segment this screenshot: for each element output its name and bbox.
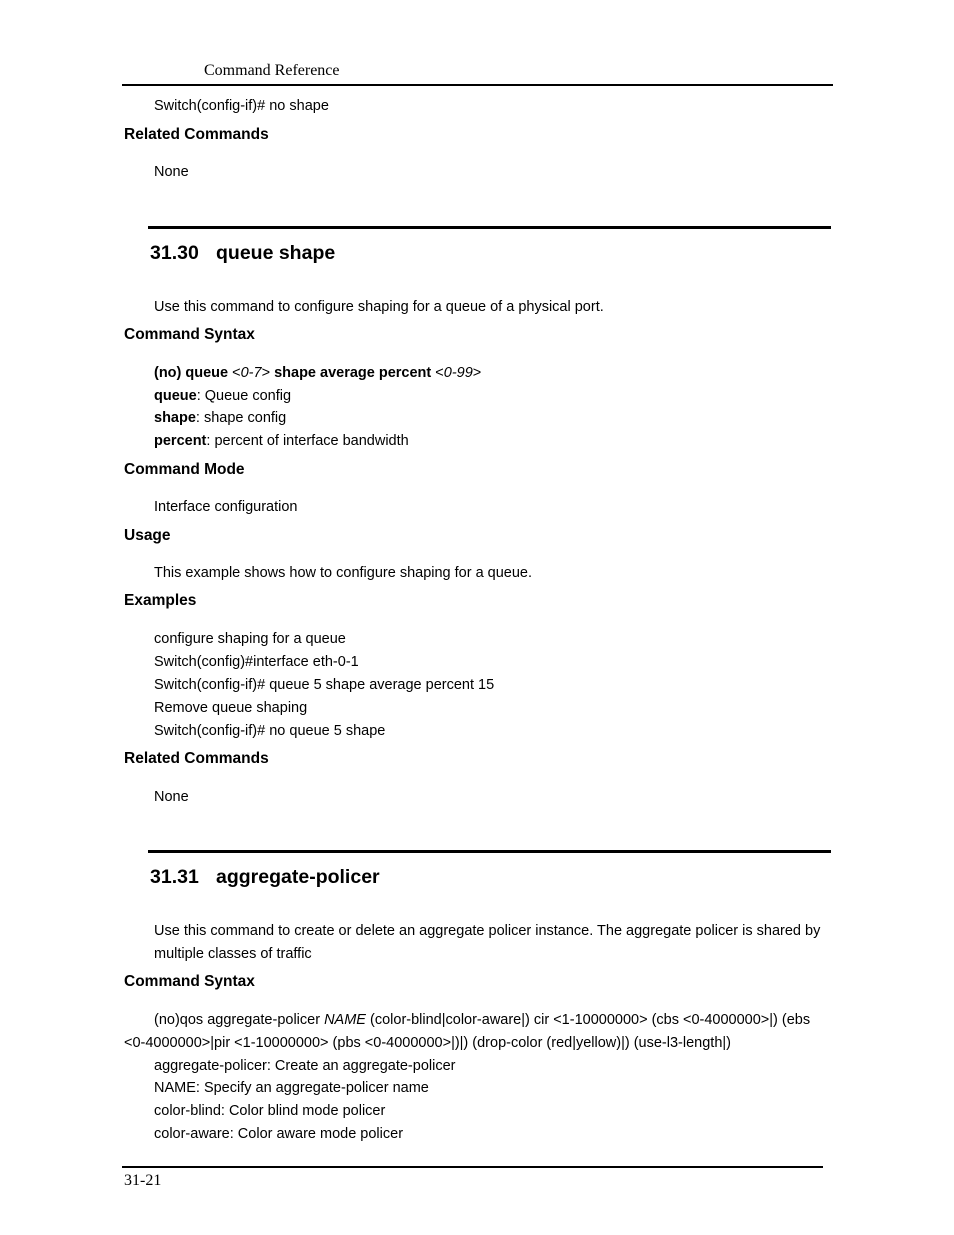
- param-key: percent: [154, 433, 207, 449]
- syntax-bracket: >: [261, 365, 275, 381]
- syntax-arg: 0-99: [443, 365, 473, 381]
- command-mode-heading: Command Mode: [124, 461, 245, 478]
- command-syntax-heading: Command Syntax: [124, 326, 255, 343]
- param-line: color-aware: Color aware mode policer: [154, 1126, 404, 1142]
- related-commands-value: None: [154, 164, 189, 180]
- syntax-keyword: (no) queue: [154, 365, 229, 381]
- example-line: Switch(config)#interface eth-0-1: [154, 654, 359, 670]
- param-line: aggregate-policer: Create an aggregate-policer: [154, 1058, 456, 1074]
- param-desc: : shape config: [195, 410, 287, 426]
- param-desc: : Queue config: [196, 388, 292, 404]
- param-key: shape: [154, 410, 196, 426]
- syntax-bracket: <: [431, 365, 444, 381]
- section-description: Use this command to create or delete an aggregate policer instance. The aggregate policer is shared by: [154, 923, 821, 939]
- command-syntax-line: [154, 363, 481, 383]
- section-rule: [148, 226, 831, 229]
- syntax-bracket: >: [472, 365, 482, 381]
- syntax-arg: NAME: [324, 1012, 366, 1028]
- syntax-bracket: <: [228, 365, 241, 381]
- page-number: 31-21: [124, 1172, 162, 1189]
- syntax-text: (color-blind|color-aware|) cir <1-10000000> (cbs <0-4000000>|) (ebs: [365, 1012, 811, 1028]
- example-line: Remove queue shaping: [154, 700, 308, 716]
- usage-heading: Usage: [124, 527, 171, 544]
- section-title-aggregate-policer: [150, 866, 380, 889]
- related-commands-heading: Related Commands: [124, 126, 269, 143]
- running-header: Command Reference: [204, 62, 340, 79]
- param-line: [154, 408, 286, 428]
- section-title-text: aggregate-policer: [216, 866, 380, 888]
- section-title-text: queue shape: [216, 242, 336, 264]
- param-line: [154, 431, 409, 451]
- syntax-text: (no)qos aggregate-policer: [154, 1012, 325, 1028]
- param-key: queue: [154, 388, 197, 404]
- section-number: 31.31: [150, 866, 199, 888]
- param-line: [154, 386, 291, 406]
- param-line: NAME: Specify an aggregate-policer name: [154, 1080, 429, 1096]
- example-line: Switch(config-if)# no shape: [154, 98, 329, 114]
- header-rule: [122, 84, 833, 86]
- examples-heading: Examples: [124, 592, 197, 609]
- command-syntax-line: [154, 1010, 810, 1030]
- section-number: 31.30: [150, 242, 199, 264]
- command-syntax-heading: Command Syntax: [124, 973, 255, 990]
- usage-text: This example shows how to configure shaping for a queue.: [154, 565, 533, 581]
- param-line: color-blind: Color blind mode policer: [154, 1103, 386, 1119]
- section-description-cont: multiple classes of traffic: [154, 946, 312, 962]
- example-line: Switch(config-if)# queue 5 shape average percent 15: [154, 677, 495, 693]
- example-line: configure shaping for a queue: [154, 631, 346, 647]
- section-rule: [148, 850, 831, 853]
- command-syntax-line-cont: <0-4000000>|pir <1-10000000> (pbs <0-4000000>|)|) (drop-color (red|yellow)|) (use-l3-length|): [124, 1035, 731, 1051]
- section-description: Use this command to configure shaping for a queue of a physical port.: [154, 299, 604, 315]
- syntax-arg: 0-7: [240, 365, 262, 381]
- syntax-keyword: shape average percent: [274, 365, 432, 381]
- footer-rule: [122, 1166, 823, 1168]
- section-title-queue-shape: [150, 242, 335, 265]
- param-desc: : percent of interface bandwidth: [206, 433, 409, 449]
- related-commands-heading: Related Commands: [124, 750, 269, 767]
- related-commands-value: None: [154, 789, 189, 805]
- example-line: Switch(config-if)# no queue 5 shape: [154, 723, 386, 739]
- command-mode-value: Interface configuration: [154, 499, 298, 515]
